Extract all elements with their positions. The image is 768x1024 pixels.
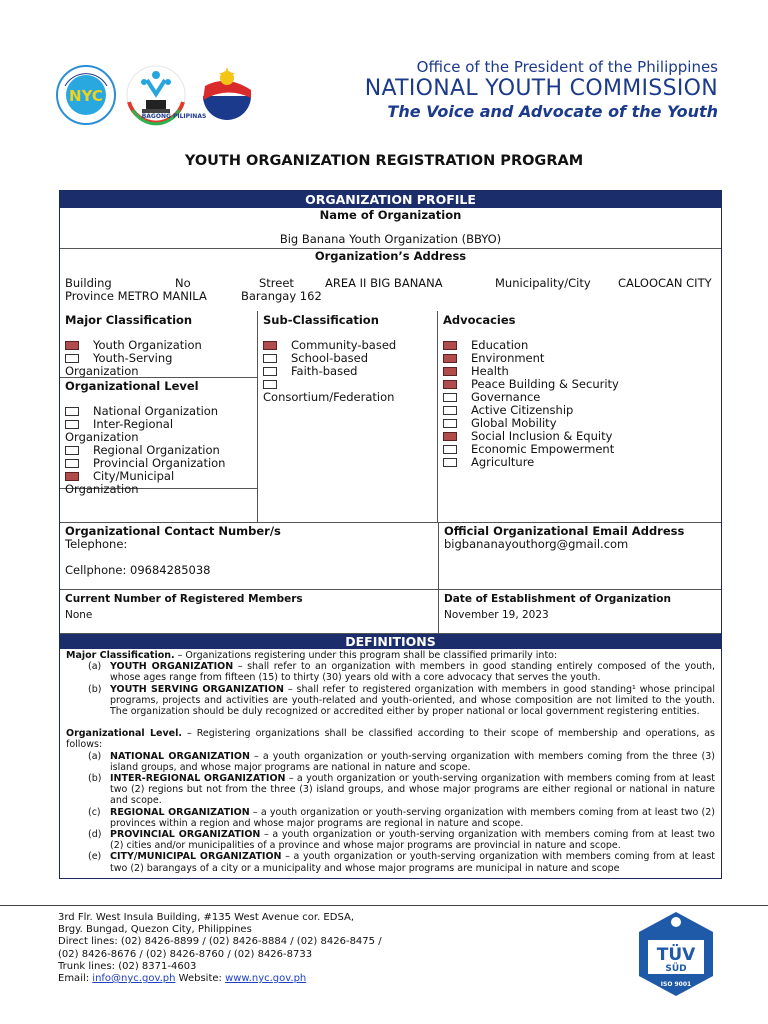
members-cell	[60, 590, 439, 633]
page-header	[365, 58, 718, 121]
checkbox-unchecked[interactable]	[263, 380, 277, 389]
checkbox-checked[interactable]	[443, 367, 457, 376]
option-consortium-label: Consortium/Federation	[263, 390, 395, 404]
level-regional[interactable]: Regional Organization	[60, 444, 258, 457]
def-youth-organization: (a) YOUTH ORGANIZATION – shall refer to an organization with members in good standing entirely composed of the youth, whose ages range from fifteen (15) to thirty (30) years old with a core advocacy that serves the youth.	[88, 661, 715, 684]
option-faith-based[interactable]: Faith-based	[258, 365, 437, 378]
svg-text:TÜV: TÜV	[656, 945, 696, 965]
level-provincial[interactable]: Provincial Organization	[60, 457, 258, 470]
checkbox-checked[interactable]	[443, 432, 457, 441]
checkbox-unchecked[interactable]	[443, 406, 457, 415]
members-label: Current Number of Registered Members	[65, 593, 303, 605]
name-label: Name of Organization	[319, 208, 462, 222]
address-label: Organization’s Address	[60, 248, 721, 265]
advocacy-peace-building[interactable]: Peace Building & Security	[438, 378, 721, 391]
profile-bar: ORGANIZATION PROFILE	[60, 191, 721, 208]
checkbox-unchecked[interactable]	[65, 459, 79, 468]
email-value[interactable]: bigbananayouthorg@gmail.com	[444, 537, 629, 551]
email-cell	[439, 523, 721, 589]
checkbox-unchecked[interactable]	[65, 420, 79, 429]
page-title: YOUTH ORGANIZATION REGISTRATION PROGRAM	[184, 153, 584, 169]
establishment-cell	[439, 590, 721, 633]
address-block	[60, 265, 721, 311]
sub-classification-col	[258, 311, 438, 522]
level-inter-regional[interactable]: Inter-Regional	[60, 418, 258, 431]
addr-province[interactable]: Province METRO MANILA	[65, 289, 207, 303]
option-consortium-box[interactable]	[258, 378, 437, 391]
advocacy-social-inclusion[interactable]: Social Inclusion & Equity	[438, 430, 721, 443]
checkbox-checked[interactable]	[65, 341, 79, 350]
checkbox-checked[interactable]	[443, 354, 457, 363]
tuv-sud-iso-badge-icon	[636, 910, 716, 998]
logo-group	[55, 62, 270, 132]
addr-no: No	[175, 276, 191, 290]
advocacy-active-citizenship[interactable]: Active Citizenship	[438, 404, 721, 417]
checkbox-unchecked[interactable]	[263, 354, 277, 363]
option-school-based[interactable]: School-based	[258, 352, 437, 365]
advocacy-governance[interactable]: Governance	[438, 391, 721, 404]
checkbox-checked[interactable]	[443, 341, 457, 350]
advocacies-col	[438, 311, 721, 522]
advocacy-environment[interactable]: Environment	[438, 352, 721, 365]
svg-text:NYC: NYC	[69, 87, 103, 105]
addr-barangay[interactable]: Barangay 162	[241, 289, 322, 303]
addr-street: Street	[259, 276, 294, 290]
checkbox-unchecked[interactable]	[443, 458, 457, 467]
checkbox-unchecked[interactable]	[443, 419, 457, 428]
footer-contact: Email: info@nyc.gov.ph Website: www.nyc.gov.ph	[58, 973, 307, 985]
checkbox-checked[interactable]	[65, 472, 79, 481]
establishment-label: Date of Establishment of Organization	[444, 593, 671, 605]
advocacy-economic-empowerment[interactable]: Economic Empowerment	[438, 443, 721, 456]
def-regional: (c) REGIONAL ORGANIZATION – a youth organization or youth-serving organization with members coming from at least two (2) provinces within a region and whose major programs are regional in nature and scope.	[88, 806, 716, 829]
bagong-pilipinas-logo-icon	[193, 64, 261, 132]
level-city-municipal[interactable]: City/Municipal	[60, 470, 258, 483]
footer-line3: Direct lines: (02) 8426-8899 / (02) 8426-8884 / (02) 8426-8475 /	[58, 936, 382, 948]
contact-label: Organizational Contact Number/s	[65, 524, 281, 538]
def-national: (a) NATIONAL ORGANIZATION – a youth organization or youth-serving organization with members coming from the three (3) island groups, and whose major programs are national in nature and scope.	[88, 750, 715, 773]
header-agency: NATIONAL YOUTH COMMISSION	[364, 76, 718, 101]
def-major-intro: Major Classification. – Organizations registering under this program shall be classified primarily into:	[66, 650, 558, 661]
advocacies-label: Advocacies	[443, 313, 516, 327]
major-classification-label: Major Classification	[65, 313, 193, 327]
checkbox-checked[interactable]	[443, 380, 457, 389]
checkbox-unchecked[interactable]	[65, 354, 79, 363]
org-level-label: Organizational Level	[65, 379, 199, 393]
checkbox-unchecked[interactable]	[443, 445, 457, 454]
email-link[interactable]: info@nyc.gov.ph	[92, 973, 176, 985]
telephone-value[interactable]: Telephone:	[65, 537, 128, 551]
cellphone-value[interactable]: Cellphone: 09684285038	[65, 563, 211, 577]
email-label: Official Organizational Email Address	[444, 524, 685, 538]
members-value[interactable]: None	[65, 609, 93, 621]
svg-text:ISO 9001: ISO 9001	[660, 981, 692, 988]
org-level-box	[60, 377, 258, 496]
nyc-logo-icon	[55, 64, 117, 126]
footer-divider	[0, 905, 768, 906]
level-inter-regional-cont: Organization	[65, 430, 139, 444]
footer-line1: 3rd Flr. West Insula Building, #135 West Avenue cor. EDSA,	[58, 912, 354, 923]
level-city-municipal-cont: Organization	[65, 482, 139, 496]
footer-line4: (02) 8426-8676 / (02) 8426-8760 / (02) 8426-8733	[58, 948, 313, 960]
website-link[interactable]: www.nyc.gov.ph	[225, 973, 307, 985]
definitions-body	[60, 649, 721, 878]
sub-classification-label: Sub-Classification	[263, 313, 379, 327]
advocacy-education[interactable]: Education	[438, 339, 721, 352]
addr-building: Building	[65, 276, 112, 290]
option-community-based[interactable]: Community-based	[258, 339, 437, 352]
checkbox-unchecked[interactable]	[263, 367, 277, 376]
registration-form	[59, 190, 722, 879]
contact-row	[60, 522, 721, 589]
footer-address	[58, 912, 382, 985]
footer-line5: Trunk lines: (02) 8371-4603	[58, 960, 197, 972]
def-inter-regional: (b) INTER-REGIONAL ORGANIZATION – a youth organization or youth-serving organization with members coming from at least two (2) regions but not from the three (3) island groups, and whose major programs are either regional or national in nature and scope.	[88, 773, 715, 807]
footer-line2: Brgy. Bungad, Quezon City, Philippines	[58, 924, 252, 936]
addr-area[interactable]: AREA II BIG BANANA	[325, 276, 443, 290]
header-tagline: The Voice and Advocate of the Youth	[387, 102, 718, 121]
advocacy-agriculture[interactable]: Agriculture	[438, 456, 721, 469]
def-youth-serving: (b) YOUTH SERVING ORGANIZATION – shall refer to registered organization with members in good standing¹ whose principal programs, projects and activities are youth-related and youth-oriented, and whose composition are not limited to the youth. The organization should be duly recognized or accredited either by proper national or local government registering entities.	[88, 683, 715, 718]
establishment-value[interactable]: November 19, 2023	[444, 609, 549, 621]
bagong-pilipinas-label: BAGONG PILIPINAS	[141, 113, 207, 120]
def-provincial: (d) PROVINCIAL ORGANIZATION – a youth organization or youth-serving organization with members coming from at least two (2) cities and/or municipalities of a province and whose major programs are provincial in nature and scope.	[88, 829, 715, 852]
advocacy-health[interactable]: Health	[438, 365, 721, 378]
svg-text:SÜD: SÜD	[665, 964, 687, 974]
header-office: Office of the President of the Philippines	[416, 58, 718, 76]
def-city-municipal: (e) CITY/MUNICIPAL ORGANIZATION – a youth organization or youth-serving organization with members coming from at least two (2) barangays of a city or a municipality and whose major programs are municipal in nature and scope	[88, 851, 715, 874]
checkbox-unchecked[interactable]	[65, 446, 79, 455]
def-level-intro: Organizational Level. – Registering organizations shall be classified according to their scope of membership and operations, as follows:	[66, 728, 715, 751]
checkbox-unchecked[interactable]	[65, 407, 79, 416]
level-national[interactable]: National Organization	[60, 405, 258, 418]
members-row	[60, 589, 721, 633]
option-youth-organization[interactable]: Youth Organization	[60, 339, 257, 352]
addr-muni-label: Municipality/City	[495, 276, 591, 290]
checkbox-unchecked[interactable]	[443, 393, 457, 402]
addr-muni-value[interactable]: CALOOCAN CITY	[618, 276, 712, 290]
name-value[interactable]: Big Banana Youth Organization (BBYO)	[279, 232, 502, 246]
checkbox-checked[interactable]	[263, 341, 277, 350]
advocacy-global-mobility[interactable]: Global Mobility	[438, 417, 721, 430]
option-youth-serving[interactable]: Youth-Serving	[60, 352, 257, 365]
contact-numbers-cell	[60, 523, 439, 589]
definitions-bar: DEFINITIONS	[60, 633, 721, 649]
option-youth-serving-cont: Organization	[65, 364, 139, 378]
